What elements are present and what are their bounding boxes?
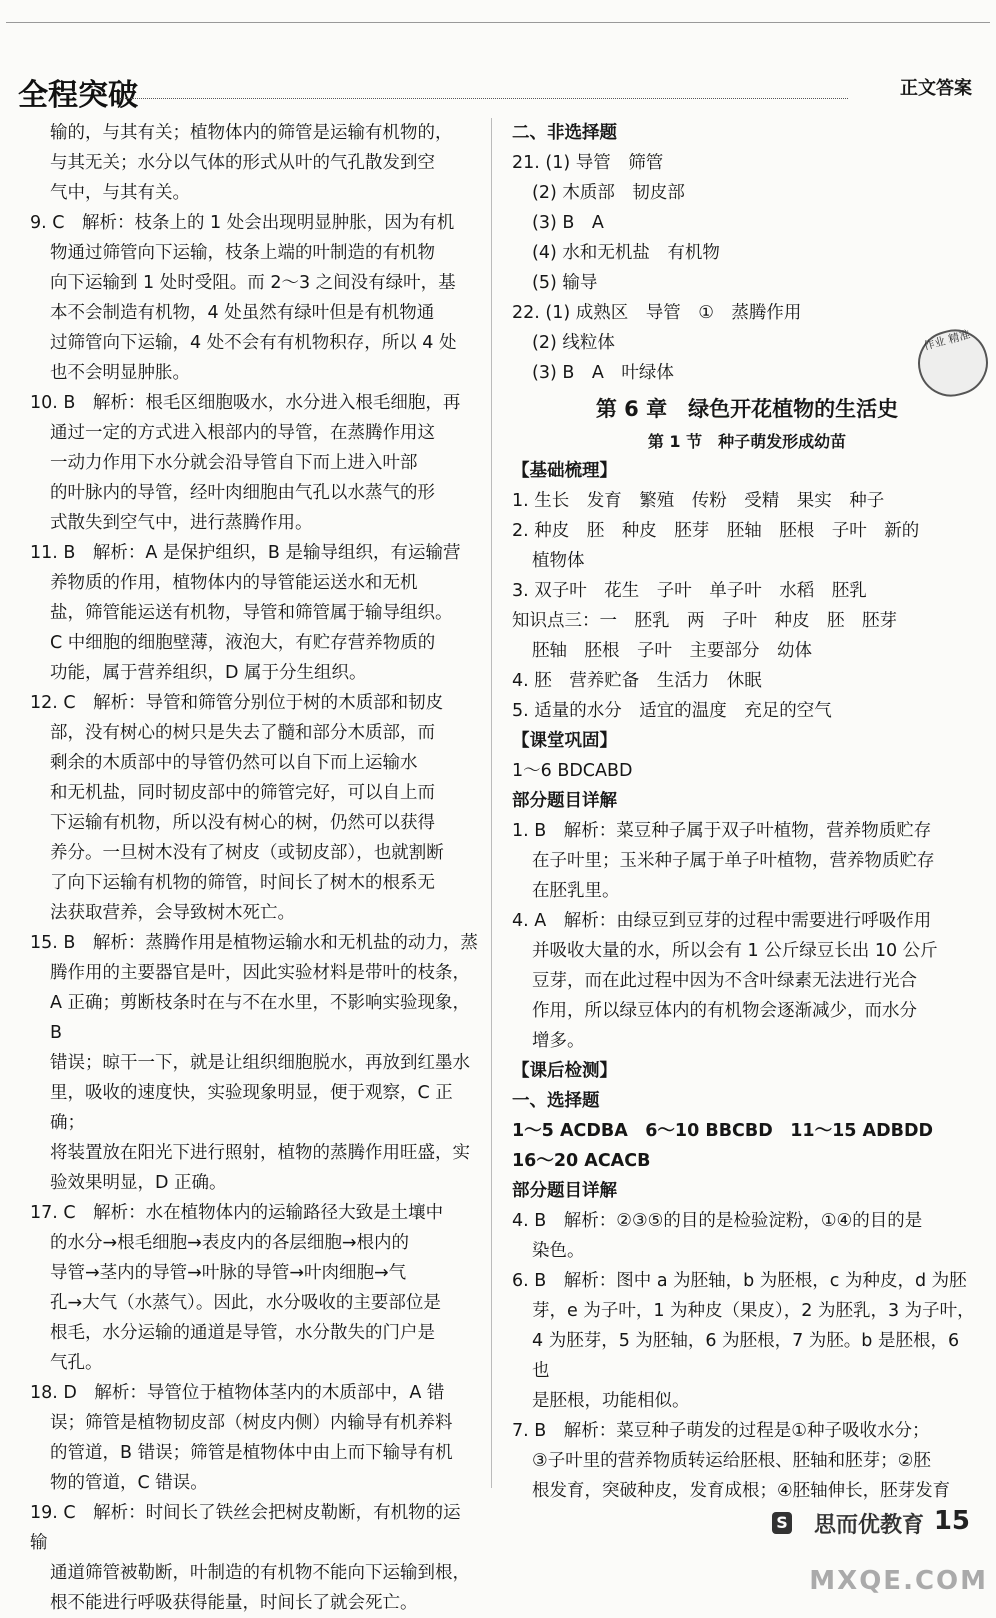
text-line: 剩余的木质部中的导管仍然可以自下而上运输水 <box>50 753 418 773</box>
text-line: 21. (1) 导管 筛管 <box>512 153 664 173</box>
text-line: 4 为胚芽，5 为胚轴，6 为胚根，7 为胚。b 是胚根，6 也 <box>532 1331 960 1381</box>
text-line: 5. 适量的水分 适宜的温度 充足的空气 <box>512 701 832 721</box>
section-label: 正文答案 <box>900 78 972 99</box>
text-line: 染色。 <box>532 1241 585 1261</box>
text-line: (4) 水和无机盐 有机物 <box>532 243 720 263</box>
text-line: 输的，与其有关；植物体内的筛管是运输有机物的， <box>50 123 453 143</box>
text-line: 通过一定的方式进入根部内的导管，在蒸腾作用这 <box>50 423 435 443</box>
after-heading: 【课后检测】 <box>512 1061 617 1081</box>
text-line: 过筛管向下运输，4 处不会有有机物积存，所以 4 处 <box>50 333 457 353</box>
after-detail-heading: 部分题目详解 <box>512 1181 617 1201</box>
text-line: 9. C 解析：枝条上的 1 处会出现明显肿胀，因为有机 <box>30 213 455 233</box>
text-line: 增多。 <box>532 1031 585 1051</box>
text-line: 气中，与其有关。 <box>50 183 190 203</box>
answer-22 <box>512 298 982 388</box>
class-heading: 【课堂巩固】 <box>512 731 617 751</box>
text-line: 养物质的作用，植物体内的导管能运送水和无机 <box>50 573 418 593</box>
text-line: 和无机盐，同时韧皮部中的筛管完好，可以自上而 <box>50 783 435 803</box>
text-line: 了向下运输有机物的筛管，时间长了树木的根系无 <box>50 873 435 893</box>
text-line: 根发育，突破种皮，发育成根；④胚轴伸长，胚芽发育 <box>532 1481 951 1501</box>
text-line: 1. B 解析：菜豆种子属于双子叶植物，营养物质贮存 <box>512 821 932 841</box>
text-line: 4. B 解析：②③⑤的目的是检验淀粉，①④的目的是 <box>512 1211 923 1231</box>
top-border <box>6 22 990 23</box>
after-answers <box>512 1116 982 1176</box>
text-line: 18. D 解析：导管位于植物体茎内的木质部中，A 错 <box>30 1383 445 1403</box>
brand-icon: S <box>772 1512 792 1534</box>
text-line: 根毛，水分运输的通道是导管，水分散失的门户是 <box>50 1323 435 1343</box>
footer-brand: 思而优教育 <box>813 1513 924 1538</box>
text-line: 式散失到空气中，进行蒸腾作用。 <box>50 513 313 533</box>
text-line: 6. B 解析：图中 a 为胚轴，b 为胚根，c 为种皮，d 为胚 <box>512 1271 967 1291</box>
text-line: 胚轴 胚根 子叶 主要部分 幼体 <box>532 641 812 661</box>
text-line: 气孔。 <box>50 1353 103 1373</box>
page-number: 15 <box>933 1506 970 1536</box>
text-line: 植物体 <box>532 551 585 571</box>
text-line: 法获取营养，会导致树木死亡。 <box>50 903 295 923</box>
text-line: 作用，所以绿豆体内的有机物会逐渐减少，而水分 <box>532 1001 917 1021</box>
text-line: 知识点三：一 胚乳 两 子叶 种皮 胚 胚芽 <box>512 611 897 631</box>
text-line: 通道筛管被勒断，叶制造的有机物不能向下运输到根， <box>50 1563 470 1583</box>
basics-heading: 【基础梳理】 <box>512 461 617 481</box>
right-column <box>512 118 982 1506</box>
text-line: 下运输有机物，所以没有树心的树，仍然可以获得 <box>50 813 435 833</box>
text-line: 的水分→根毛细胞→表皮内的各层细胞→根内的 <box>50 1233 409 1253</box>
text-line: 的管道，B 错误；筛管是植物体中由上而下输导有机 <box>50 1443 453 1463</box>
text-line: 向下运输到 1 处时受阻。而 2～3 之间没有绿叶，基 <box>50 273 456 293</box>
text-line: 1. 生长 发育 繁殖 传粉 受精 果实 种子 <box>512 491 885 511</box>
class-answers: 1～6 BDCABD <box>512 761 633 781</box>
text-line: 在子叶里；玉米种子属于单子叶植物，营养物质贮存 <box>532 851 935 871</box>
brand-logo: 全程突破 <box>18 78 138 113</box>
text-line: 养分。一旦树木没有了树皮（或韧皮部），也就割断 <box>50 843 444 863</box>
text-line: 2. 种皮 胚 种皮 胚芽 胚轴 胚根 子叶 新的 <box>512 521 920 541</box>
text-line: 根不能进行呼吸获得能量，时间长了就会死亡。 <box>50 1593 418 1613</box>
text-line: 豆芽，而在此过程中因为不含叶绿素无法进行光合 <box>532 971 917 991</box>
text-line: 物的管道，C 错误。 <box>50 1473 208 1493</box>
text-line: 17. C 解析：水在植物体内的运输路径大致是土壤中 <box>30 1203 444 1223</box>
text-line: 19. C 解析：时间长了铁丝会把树皮勒断，有机物的运输 <box>30 1503 461 1553</box>
text-line: 与其无关；水分以气体的形式从叶的气孔散发到空 <box>50 153 435 173</box>
text-line: 也不会明显肿胀。 <box>50 363 190 383</box>
text-line: 并吸收大量的水，所以会有 1 公斤绿豆长出 10 公斤 <box>532 941 938 961</box>
part2-heading: 二、非选择题 <box>512 123 617 143</box>
text-line: (5) 输导 <box>532 273 598 293</box>
text-line: 16～20 ACACB <box>512 1151 651 1171</box>
text-line: (2) 木质部 韧皮部 <box>532 183 685 203</box>
text-line: 腾作用的主要器官是叶，因此实验材料是带叶的枝条， <box>50 963 470 983</box>
text-line: 的叶脉内的导管，经叶肉细胞由气孔以水蒸气的形 <box>50 483 435 503</box>
text-line: 导管→茎内的导管→叶脉的导管→叶肉细胞→气 <box>50 1263 407 1283</box>
text-line: 22. (1) 成熟区 导管 ① 蒸腾作用 <box>512 303 802 323</box>
text-line: 验效果明显，D 正确。 <box>50 1173 227 1193</box>
text-line: (3) B A <box>532 213 604 233</box>
text-line: 11. B 解析：A 是保护组织，B 是输导组织，有运输营 <box>30 543 461 563</box>
text-line: 12. C 解析：导管和筛管分别位于树的木质部和韧皮 <box>30 693 444 713</box>
homework-stamp: 作业 精准 <box>911 322 996 404</box>
class-detail-heading: 部分题目详解 <box>512 791 617 811</box>
text-line: 芽，e 为子叶，1 为种皮（果皮），2 为胚乳，3 为子叶， <box>532 1301 975 1321</box>
answer-21 <box>512 148 982 298</box>
text-line: 在胚乳里。 <box>532 881 620 901</box>
text-line: 4. A 解析：由绿豆到豆芽的过程中需要进行呼吸作用 <box>512 911 932 931</box>
left-column <box>30 118 478 1618</box>
section-title: 第 1 节 种子萌发形成幼苗 <box>647 432 847 451</box>
text-line: 1～5 ACDBA 6～10 BBCBD 11～15 ADBDD <box>512 1121 934 1141</box>
site-watermark: MXQE.COM <box>809 1566 988 1596</box>
text-line: ③子叶里的营养物质转运给胚根、胚轴和胚芽；②胚 <box>532 1451 931 1471</box>
text-line: 误；筛管是植物韧皮部（树皮内侧）内输导有机养料 <box>50 1413 453 1433</box>
text-line: 是胚根，功能相似。 <box>532 1391 690 1411</box>
chapter-title: 第 6 章 绿色开花植物的生活史 <box>595 397 899 421</box>
column-divider <box>491 118 492 1488</box>
basics-list <box>512 486 982 726</box>
part1-heading: 一、选择题 <box>512 1091 600 1111</box>
text-line: 孔→大气（水蒸气）。因此，水分吸收的主要部位是 <box>50 1293 441 1313</box>
text-line: 本不会制造有机物，4 处虽然有绿叶但是有机物通 <box>50 303 435 323</box>
class-detail <box>512 816 982 1056</box>
text-line: C 中细胞的细胞壁薄，液泡大，有贮存营养物质的 <box>50 633 436 653</box>
text-line: 10. B 解析：根毛区细胞吸水，水分进入根毛细胞，再 <box>30 393 461 413</box>
text-line: 15. B 解析：蒸腾作用是植物运输水和无机盐的动力，蒸 <box>30 933 478 953</box>
header-rule <box>120 98 848 99</box>
text-line: (3) B A 叶绿体 <box>532 363 674 383</box>
text-line: 功能，属于营养组织，D 属于分生组织。 <box>50 663 367 683</box>
text-line: 将装置放在阳光下进行照射，植物的蒸腾作用旺盛，实 <box>50 1143 470 1163</box>
text-line: 错误；晾干一下，就是让组织细胞脱水，再放到红墨水 <box>50 1053 470 1073</box>
text-line: 里，吸收的速度快，实验现象明显，便于观察，C 正确； <box>50 1083 453 1133</box>
text-line: 物通过筛管向下运输，枝条上端的叶制造的有机物 <box>50 243 435 263</box>
text-line: 一动力作用下水分就会沿导管自下而上进入叶部 <box>50 453 418 473</box>
text-line: 3. 双子叶 花生 子叶 单子叶 水稻 胚乳 <box>512 581 867 601</box>
text-line: 部，没有树心的树只是失去了髓和部分木质部，而 <box>50 723 435 743</box>
page-header <box>0 0 996 118</box>
after-detail <box>512 1206 982 1506</box>
text-line: 7. B 解析：菜豆种子萌发的过程是①种子吸收水分； <box>512 1421 930 1441</box>
text-line: 盐，筛管能运送有机物，导管和筛管属于输导组织。 <box>50 603 453 623</box>
page-footer <box>0 1506 996 1600</box>
text-line: A 正确；剪断枝条时在与不在水里，不影响实验现象，B <box>50 993 471 1043</box>
text-line: 4. 胚 营养贮备 生活力 休眠 <box>512 671 762 691</box>
text-line: (2) 线粒体 <box>532 333 615 353</box>
